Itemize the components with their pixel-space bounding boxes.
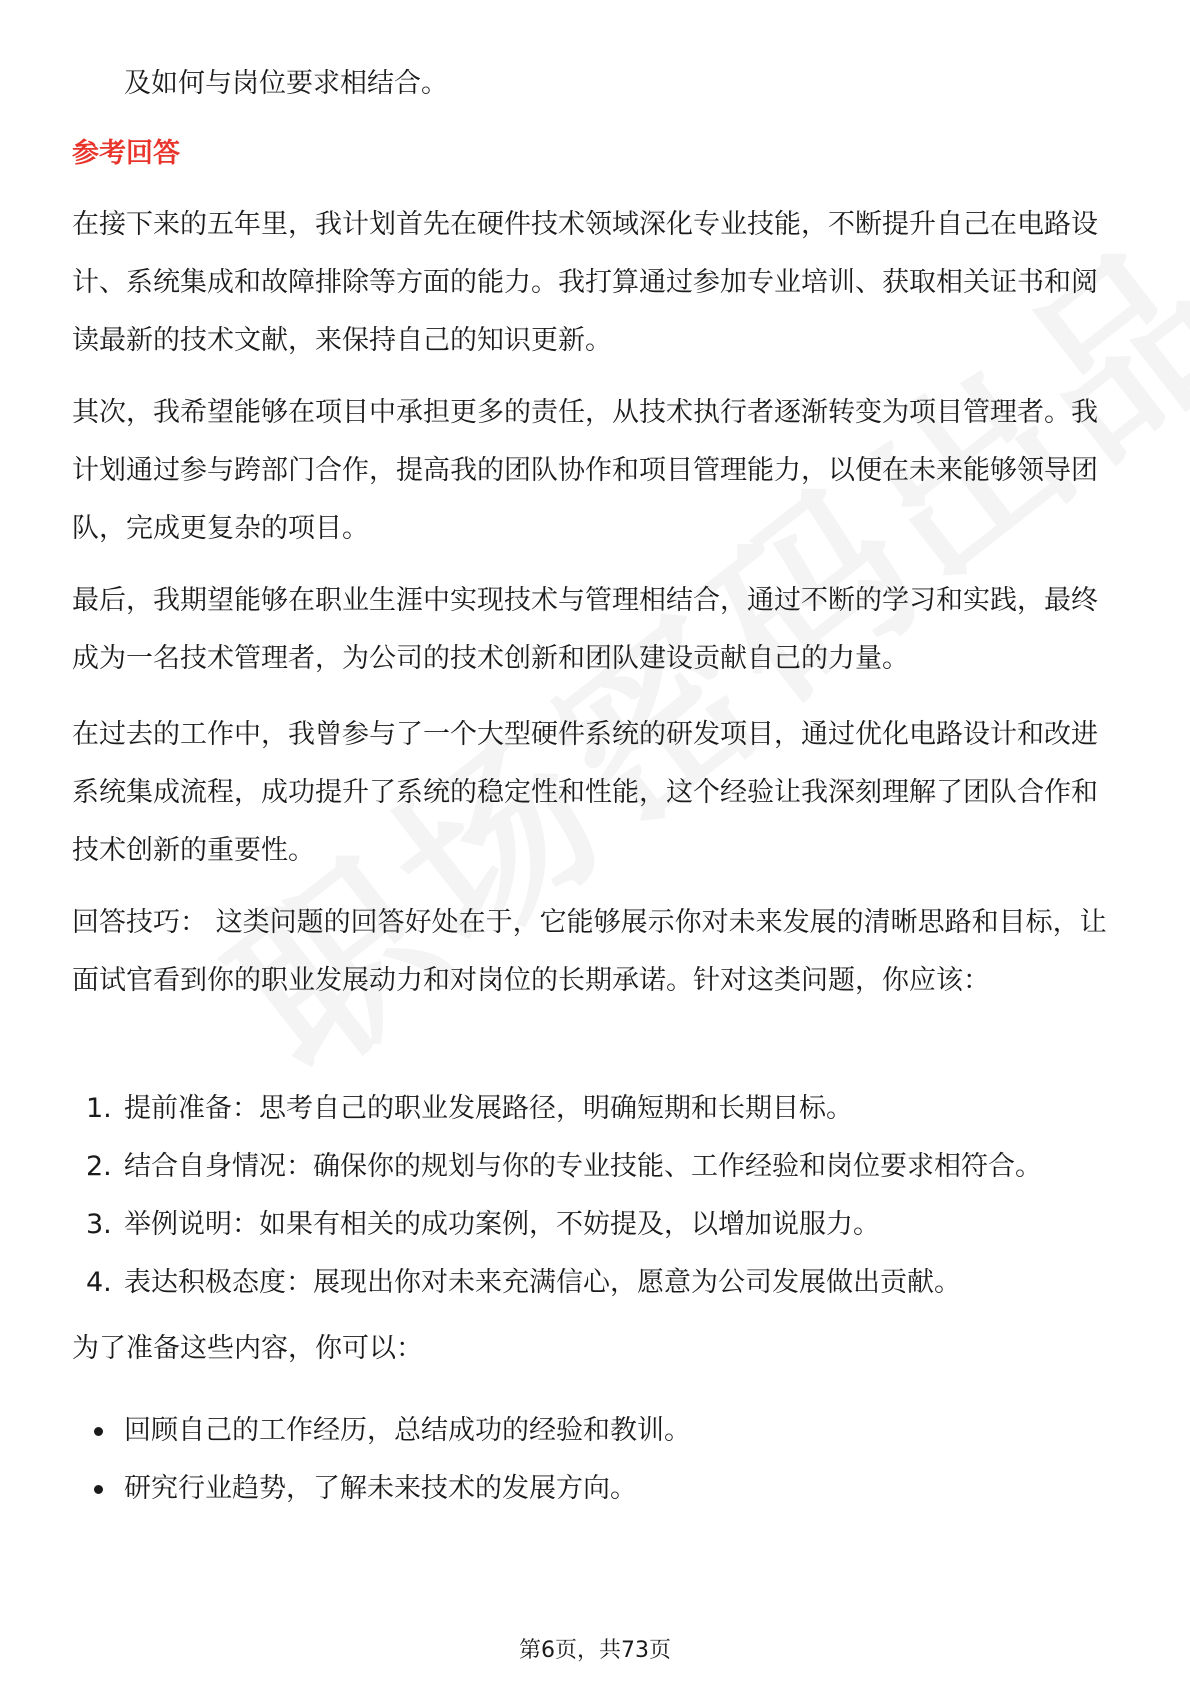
list-item	[72, 1138, 1118, 1196]
paragraph-2: 其次，我希望能够在项目中承担更多的责任，从技术执行者逐渐转变为项目管理者。我计划通过参与跨部门合作，提高我的团队协作和项目管理能力，以便在未来能够领导团队，完成更复杂的项目。	[72, 397, 1098, 544]
list-item	[72, 1080, 1118, 1138]
list-number: 1.	[86, 1093, 112, 1124]
page-footer: 第6页，共73页	[519, 1638, 671, 1663]
intro-line: 及如何与岗位要求相结合。	[124, 68, 448, 99]
list-item	[72, 1254, 1118, 1312]
list-number: 2.	[86, 1151, 112, 1182]
list-item-text: 提前准备：思考自己的职业发展路径，明确短期和长期目标。	[124, 1093, 853, 1124]
paragraph-3: 最后，我期望能够在职业生涯中实现技术与管理相结合，通过不断的学习和实践，最终成为一名技术管理者，为公司的技术创新和团队建设贡献自己的力量。	[72, 585, 1098, 674]
paragraph-4: 在过去的工作中，我曾参与了一个大型硬件系统的研发项目，通过优化电路设计和改进系统集成流程，成功提升了系统的稳定性和性能，这个经验让我深刻理解了团队合作和技术创新的重要性。	[72, 719, 1098, 866]
bullet-icon	[94, 1427, 103, 1436]
paragraph-1: 在接下来的五年里，我计划首先在硬件技术领域深化专业技能，不断提升自己在电路设计、系统集成和故障排除等方面的能力。我打算通过参加专业培训、获取相关证书和阅读最新的技术文献，来保持自己的知识更新。	[72, 209, 1098, 356]
list-item-text: 研究行业趋势，了解未来技术的发展方向。	[124, 1473, 637, 1504]
prep-intro: 为了准备这些内容，你可以：	[72, 1333, 423, 1364]
prep-list	[72, 1402, 1118, 1518]
list-item	[72, 1460, 1118, 1518]
list-item-text: 举例说明：如果有相关的成功案例，不妨提及，以增加说服力。	[124, 1209, 880, 1240]
list-item	[72, 1196, 1118, 1254]
bullet-icon	[94, 1485, 103, 1494]
paragraph-5-tips-intro: 回答技巧： 这类问题的回答好处在于，它能够展示你对未来发展的清晰思路和目标，让面试官看到你的职业发展动力和对岗位的长期承诺。针对这类问题，你应该：	[72, 907, 1107, 996]
list-item-text: 回顾自己的工作经历，总结成功的经验和教训。	[124, 1415, 691, 1446]
tips-list	[72, 1080, 1118, 1312]
list-item	[72, 1402, 1118, 1460]
list-number: 3.	[86, 1209, 112, 1240]
list-item-text: 表达积极态度：展现出你对未来充满信心，愿意为公司发展做出贡献。	[124, 1267, 961, 1298]
list-number: 4.	[86, 1267, 112, 1298]
list-item-text: 结合自身情况：确保你的规划与你的专业技能、工作经验和岗位要求相符合。	[124, 1151, 1042, 1182]
answer-heading: 参考回答	[72, 138, 180, 169]
